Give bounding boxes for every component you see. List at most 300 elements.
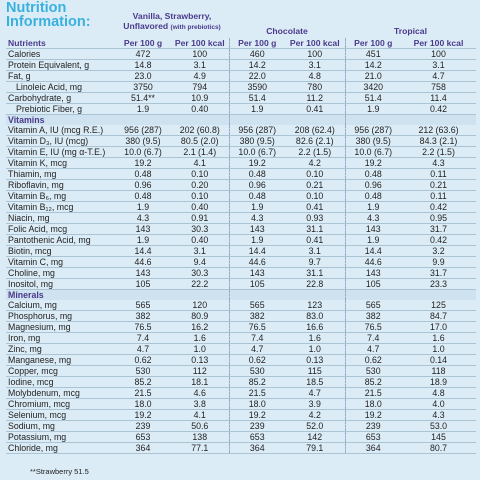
table-row xyxy=(6,93,476,104)
nutrient-label: Choline, mg xyxy=(6,268,115,279)
table-row xyxy=(6,300,476,311)
nutrient-value: 143 xyxy=(229,224,285,235)
nutrient-label: Potassium, mg xyxy=(6,432,115,443)
nutrient-value: 16.2 xyxy=(171,322,229,333)
nutrient-value: 4.7 xyxy=(229,344,285,355)
nutrient-value: 4.0 xyxy=(401,399,476,410)
nutrient-value: 565 xyxy=(345,300,401,311)
nutrient-value: 51.4 xyxy=(229,93,285,104)
nutrient-value: 9.7 xyxy=(285,257,345,268)
nutrient-value: 212 (63.6) xyxy=(401,125,476,136)
nutrient-value: 18.0 xyxy=(345,399,401,410)
nutrient-value: 460 xyxy=(229,49,285,60)
table-row xyxy=(6,158,476,169)
nutrient-label: Magnesium, mg xyxy=(6,322,115,333)
nutrient-value: 14.4 xyxy=(345,246,401,257)
nutrient-value: 31.7 xyxy=(401,268,476,279)
table-row xyxy=(6,268,476,279)
section-spacer xyxy=(171,290,229,301)
group-name-tropical: Tropical xyxy=(394,26,427,36)
nutrient-value: 18.5 xyxy=(285,377,345,388)
page-title xyxy=(6,1,91,29)
section-spacer xyxy=(285,115,345,126)
nutrient-label: Vitamin C, mg xyxy=(6,257,115,268)
section-title: Minerals xyxy=(6,290,115,301)
table-row xyxy=(6,344,476,355)
nutrient-value: 0.42 xyxy=(401,104,476,115)
nutrient-value: 0.91 xyxy=(171,213,229,224)
table-row xyxy=(6,224,476,235)
nutrient-value: 0.40 xyxy=(171,104,229,115)
section-spacer xyxy=(115,115,171,126)
nutrient-value: 0.62 xyxy=(229,355,285,366)
nutrient-value: 956 (287) xyxy=(229,125,285,136)
section-header-row xyxy=(6,115,476,126)
nutrient-value: 0.62 xyxy=(345,355,401,366)
nutrient-label: Protein Equivalent, g xyxy=(6,60,115,71)
nutrient-value: 143 xyxy=(345,224,401,235)
nutrient-value: 2.1 (1.4) xyxy=(171,147,229,158)
nutrient-label: Chloride, mg xyxy=(6,443,115,454)
nutrient-value: 1.9 xyxy=(229,202,285,213)
nutrient-value: 0.40 xyxy=(171,202,229,213)
nutrient-value: 0.48 xyxy=(115,169,171,180)
group-header-tropical xyxy=(345,27,476,37)
nutrient-value: 382 xyxy=(345,311,401,322)
nutrient-value: 530 xyxy=(115,366,171,377)
nutrient-value: 4.3 xyxy=(401,158,476,169)
table-row xyxy=(6,169,476,180)
nutrient-value: 4.2 xyxy=(285,158,345,169)
nutrient-value: 1.9 xyxy=(345,104,401,115)
nutrient-value: 4.8 xyxy=(285,71,345,82)
nutrient-value: 0.41 xyxy=(285,104,345,115)
nutrient-value: 23.0 xyxy=(115,71,171,82)
nutrient-value: 18.9 xyxy=(401,377,476,388)
nutrient-value: 76.5 xyxy=(115,322,171,333)
table-row xyxy=(6,399,476,410)
nutrient-value: 143 xyxy=(115,268,171,279)
nutrient-value: 0.95 xyxy=(401,213,476,224)
nutrient-value: 1.0 xyxy=(285,344,345,355)
nutrient-value: 0.96 xyxy=(229,180,285,191)
nutrient-value: 22.0 xyxy=(229,71,285,82)
nutrient-value: 653 xyxy=(345,432,401,443)
nutrient-value: 239 xyxy=(345,421,401,432)
column-header-value: Per 100 g xyxy=(229,38,285,49)
nutrient-value: 19.2 xyxy=(345,410,401,421)
group-subname: Unflavored xyxy=(123,20,169,31)
footnote: **Strawberry 51.5 xyxy=(30,467,89,476)
nutrient-value: 100 xyxy=(401,49,476,60)
table-row xyxy=(6,71,476,82)
section-header-row xyxy=(6,290,476,301)
section-spacer xyxy=(171,115,229,126)
nutrient-value: 82.6 (2.1) xyxy=(285,136,345,147)
nutrient-value: 4.3 xyxy=(115,213,171,224)
table-row xyxy=(6,235,476,246)
nutrient-value: 21.0 xyxy=(345,71,401,82)
nutrient-value: 22.8 xyxy=(285,279,345,290)
table-row xyxy=(6,60,476,71)
section-spacer xyxy=(401,290,476,301)
nutrient-value: 14.2 xyxy=(345,60,401,71)
nutrient-value: 451 xyxy=(345,49,401,60)
nutrient-value: 0.48 xyxy=(115,191,171,202)
nutrient-value: 4.1 xyxy=(171,158,229,169)
nutrient-value: 31.1 xyxy=(285,224,345,235)
column-header-row xyxy=(6,38,476,49)
nutrient-value: 1.6 xyxy=(401,333,476,344)
nutrient-label: Zinc, mg xyxy=(6,344,115,355)
column-header-value: Per 100 kcal xyxy=(285,38,345,49)
nutrient-value: 118 xyxy=(401,366,476,377)
nutrient-value: 80.7 xyxy=(401,443,476,454)
nutrient-value: 3.1 xyxy=(285,60,345,71)
nutrient-value: 0.40 xyxy=(171,235,229,246)
nutrient-value: 4.3 xyxy=(401,410,476,421)
nutrient-value: 105 xyxy=(229,279,285,290)
nutrient-value: 50.6 xyxy=(171,421,229,432)
nutrient-value: 30.3 xyxy=(171,224,229,235)
nutrient-value: 0.14 xyxy=(401,355,476,366)
nutrient-value: 44.6 xyxy=(115,257,171,268)
nutrient-value: 77.1 xyxy=(171,443,229,454)
nutrient-value: 0.21 xyxy=(401,180,476,191)
nutrient-value: 3.1 xyxy=(171,246,229,257)
nutrient-value: 1.6 xyxy=(171,333,229,344)
nutrient-value: 3.2 xyxy=(401,246,476,257)
nutrient-label: Linoleic Acid, mg xyxy=(6,82,115,93)
nutrient-value: 142 xyxy=(285,432,345,443)
section-spacer xyxy=(285,290,345,301)
title-line-2: Information: xyxy=(6,14,91,30)
nutrient-label: Vitamin B₁₂, mcg xyxy=(6,202,115,213)
section-spacer xyxy=(345,290,401,301)
nutrient-label: Fat, g xyxy=(6,71,115,82)
nutrient-value: 0.41 xyxy=(285,202,345,213)
nutrient-value: 3.8 xyxy=(171,399,229,410)
table-row xyxy=(6,322,476,333)
nutrient-label: Molybdenum, mcg xyxy=(6,388,115,399)
nutrient-value: 780 xyxy=(285,82,345,93)
nutrient-value: 51.4 xyxy=(345,93,401,104)
nutrient-label: Phosphorus, mg xyxy=(6,311,115,322)
nutrient-value: 4.7 xyxy=(285,388,345,399)
nutrient-value: 85.2 xyxy=(345,377,401,388)
nutrient-value: 956 (287) xyxy=(345,125,401,136)
nutrient-label: Thiamin, mg xyxy=(6,169,115,180)
section-spacer xyxy=(401,115,476,126)
nutrient-value: 472 xyxy=(115,49,171,60)
nutrient-label: Pantothenic Acid, mg xyxy=(6,235,115,246)
nutrient-value: 0.11 xyxy=(401,169,476,180)
nutrient-value: 3.9 xyxy=(285,399,345,410)
nutrient-value: 44.6 xyxy=(229,257,285,268)
nutrient-label: Copper, mcg xyxy=(6,366,115,377)
nutrient-value: 1.6 xyxy=(285,333,345,344)
nutrient-value: 31.7 xyxy=(401,224,476,235)
nutrient-label: Vitamin K, mcg xyxy=(6,158,115,169)
nutrient-value: 0.10 xyxy=(171,169,229,180)
nutrient-value: 84.7 xyxy=(401,311,476,322)
nutrient-value: 123 xyxy=(285,300,345,311)
nutrient-label: Biotin, mcg xyxy=(6,246,115,257)
nutrient-value: 7.4 xyxy=(115,333,171,344)
nutrient-label: Folic Acid, mcg xyxy=(6,224,115,235)
section-title: Vitamins xyxy=(6,115,115,126)
section-spacer xyxy=(229,290,285,301)
group-name-vanilla: Vanilla, Strawberry, xyxy=(132,11,212,21)
nutrient-value: 239 xyxy=(229,421,285,432)
nutrient-value: 125 xyxy=(401,300,476,311)
nutrient-value: 14.4 xyxy=(229,246,285,257)
nutrient-value: 19.2 xyxy=(115,410,171,421)
group-name-chocolate: Chocolate xyxy=(266,26,308,36)
nutrient-label: Prebiotic Fiber, g xyxy=(6,104,115,115)
nutrient-value: 0.41 xyxy=(285,235,345,246)
nutrient-value: 1.0 xyxy=(171,344,229,355)
nutrient-value: 0.11 xyxy=(401,191,476,202)
column-header-value: Per 100 g xyxy=(115,38,171,49)
nutrient-value: 530 xyxy=(345,366,401,377)
table-row xyxy=(6,82,476,93)
nutrient-value: 52.0 xyxy=(285,421,345,432)
nutrient-value: 4.7 xyxy=(115,344,171,355)
nutrient-value: 380 (9.5) xyxy=(345,136,401,147)
nutrient-value: 100 xyxy=(285,49,345,60)
nutrient-label: Calories xyxy=(6,49,115,60)
section-spacer xyxy=(229,115,285,126)
column-header-value: Per 100 kcal xyxy=(171,38,229,49)
nutrient-value: 0.96 xyxy=(345,180,401,191)
nutrient-value: 10.0 (6.7) xyxy=(345,147,401,158)
nutrient-value: 138 xyxy=(171,432,229,443)
nutrient-value: 0.13 xyxy=(171,355,229,366)
nutrient-value: 4.6 xyxy=(171,388,229,399)
table-row xyxy=(6,136,476,147)
table-row xyxy=(6,311,476,322)
nutrient-value: 3590 xyxy=(229,82,285,93)
nutrient-label: Iron, mg xyxy=(6,333,115,344)
nutrient-value: 530 xyxy=(229,366,285,377)
nutrient-value: 21.5 xyxy=(345,388,401,399)
nutrient-value: 11.4 xyxy=(401,93,476,104)
nutrient-value: 143 xyxy=(345,268,401,279)
nutrient-value: 80.5 (2.0) xyxy=(171,136,229,147)
nutrient-value: 1.9 xyxy=(115,235,171,246)
nutrient-value: 208 (62.4) xyxy=(285,125,345,136)
nutrient-value: 14.8 xyxy=(115,60,171,71)
nutrient-value: 53.0 xyxy=(401,421,476,432)
table-row xyxy=(6,257,476,268)
nutrient-value: 10.9 xyxy=(171,93,229,104)
nutrient-value: 143 xyxy=(115,224,171,235)
nutrient-value: 0.10 xyxy=(285,191,345,202)
nutrient-value: 21.5 xyxy=(115,388,171,399)
nutrient-value: 380 (9.5) xyxy=(229,136,285,147)
nutrient-value: 76.5 xyxy=(345,322,401,333)
nutrient-label: Selenium, mcg xyxy=(6,410,115,421)
nutrient-value: 44.6 xyxy=(345,257,401,268)
nutrient-value: 112 xyxy=(171,366,229,377)
nutrient-value: 653 xyxy=(115,432,171,443)
table-row xyxy=(6,191,476,202)
section-spacer xyxy=(345,115,401,126)
nutrient-value: 758 xyxy=(401,82,476,93)
table-row xyxy=(6,246,476,257)
nutrient-value: 1.0 xyxy=(401,344,476,355)
section-spacer xyxy=(115,290,171,301)
nutrient-value: 3750 xyxy=(115,82,171,93)
nutrient-value: 0.93 xyxy=(285,213,345,224)
table-row xyxy=(6,421,476,432)
nutrient-value: 23.3 xyxy=(401,279,476,290)
nutrient-value: 85.2 xyxy=(229,377,285,388)
nutrient-value: 18.1 xyxy=(171,377,229,388)
nutrient-value: 380 (9.5) xyxy=(115,136,171,147)
nutrient-value: 3.1 xyxy=(171,60,229,71)
nutrient-label: Riboflavin, mg xyxy=(6,180,115,191)
nutrient-value: 0.48 xyxy=(229,191,285,202)
nutrient-label: Chromium, mcg xyxy=(6,399,115,410)
nutrient-label: Vitamin B₆, mg xyxy=(6,191,115,202)
nutrient-label: Vitamin D₃, IU (mcg) xyxy=(6,136,115,147)
nutrient-value: 14.4 xyxy=(115,246,171,257)
nutrient-value: 0.48 xyxy=(345,191,401,202)
column-header-value: Per 100 g xyxy=(345,38,401,49)
nutrient-value: 3.1 xyxy=(401,60,476,71)
nutrient-value: 364 xyxy=(229,443,285,454)
nutrient-value: 120 xyxy=(171,300,229,311)
column-header-value: Per 100 kcal xyxy=(401,38,476,49)
nutrient-value: 143 xyxy=(229,268,285,279)
nutrient-value: 51.4** xyxy=(115,93,171,104)
nutrient-value: 7.4 xyxy=(229,333,285,344)
nutrient-value: 76.5 xyxy=(229,322,285,333)
nutrient-value: 4.7 xyxy=(401,71,476,82)
nutrient-value: 239 xyxy=(115,421,171,432)
nutrient-value: 3420 xyxy=(345,82,401,93)
nutrient-value: 4.2 xyxy=(285,410,345,421)
nutrient-label: Vitamin E, IU (mg α-T.E.) xyxy=(6,147,115,158)
table-row xyxy=(6,180,476,191)
nutrient-value: 0.10 xyxy=(285,169,345,180)
nutrient-value: 19.2 xyxy=(115,158,171,169)
nutrient-value: 18.0 xyxy=(115,399,171,410)
nutrient-value: 105 xyxy=(115,279,171,290)
table-row xyxy=(6,125,476,136)
nutrient-value: 0.20 xyxy=(171,180,229,191)
nutrient-value: 4.3 xyxy=(345,213,401,224)
nutrient-value: 956 (287) xyxy=(115,125,171,136)
nutrient-value: 85.2 xyxy=(115,377,171,388)
group-header-chocolate xyxy=(229,27,345,37)
nutrient-value: 364 xyxy=(115,443,171,454)
nutrient-value: 1.9 xyxy=(229,104,285,115)
nutrient-value: 364 xyxy=(345,443,401,454)
nutrient-value: 83.0 xyxy=(285,311,345,322)
table-row xyxy=(6,279,476,290)
nutrient-value: 9.9 xyxy=(401,257,476,268)
nutrient-value: 202 (60.8) xyxy=(171,125,229,136)
nutrient-value: 16.6 xyxy=(285,322,345,333)
nutrient-value: 100 xyxy=(171,49,229,60)
nutrient-value: 4.7 xyxy=(345,344,401,355)
nutrient-value: 0.96 xyxy=(115,180,171,191)
nutrient-value: 84.3 (2.1) xyxy=(401,136,476,147)
nutrient-value: 565 xyxy=(115,300,171,311)
nutrient-label: Calcium, mg xyxy=(6,300,115,311)
nutrient-value: 4.1 xyxy=(171,410,229,421)
table-row xyxy=(6,49,476,60)
nutrient-value: 22.2 xyxy=(171,279,229,290)
nutrient-value: 2.2 (1.5) xyxy=(285,147,345,158)
table-row xyxy=(6,333,476,344)
nutrient-value: 565 xyxy=(229,300,285,311)
nutrient-value: 14.2 xyxy=(229,60,285,71)
nutrient-value: 21.5 xyxy=(229,388,285,399)
nutrient-value: 1.9 xyxy=(345,235,401,246)
nutrient-value: 1.9 xyxy=(345,202,401,213)
group-note: (with prebiotics) xyxy=(170,23,221,31)
nutrient-value: 0.48 xyxy=(229,169,285,180)
nutrient-value: 11.2 xyxy=(285,93,345,104)
nutrient-value: 4.3 xyxy=(229,213,285,224)
nutrition-table xyxy=(6,38,476,454)
nutrient-value: 18.0 xyxy=(229,399,285,410)
table-row xyxy=(6,104,476,115)
nutrient-value: 0.21 xyxy=(285,180,345,191)
nutrient-value: 80.9 xyxy=(171,311,229,322)
table-row xyxy=(6,366,476,377)
table-row xyxy=(6,147,476,158)
table-row xyxy=(6,432,476,443)
nutrient-value: 0.62 xyxy=(115,355,171,366)
group-header-vanilla xyxy=(115,12,229,32)
nutrient-value: 7.4 xyxy=(345,333,401,344)
table-row xyxy=(6,377,476,388)
nutrient-value: 9.4 xyxy=(171,257,229,268)
nutrient-label: Carbohydrate, g xyxy=(6,93,115,104)
nutrient-value: 30.3 xyxy=(171,268,229,279)
group-name-vanilla-2 xyxy=(115,22,229,33)
nutrient-value: 0.42 xyxy=(401,235,476,246)
nutrient-value: 794 xyxy=(171,82,229,93)
nutrient-value: 1.9 xyxy=(229,235,285,246)
nutrient-value: 0.10 xyxy=(171,191,229,202)
nutrient-label: Sodium, mg xyxy=(6,421,115,432)
nutrient-value: 0.48 xyxy=(345,169,401,180)
nutrient-value: 1.9 xyxy=(115,104,171,115)
nutrient-value: 105 xyxy=(345,279,401,290)
nutrient-label: Iodine, mcg xyxy=(6,377,115,388)
nutrient-label: Vitamin A, IU (mcg R.E.) xyxy=(6,125,115,136)
nutrient-value: 653 xyxy=(229,432,285,443)
nutrient-value: 17.0 xyxy=(401,322,476,333)
nutrient-value: 31.1 xyxy=(285,268,345,279)
nutrient-value: 382 xyxy=(229,311,285,322)
nutrient-value: 19.2 xyxy=(229,410,285,421)
nutrient-value: 10.0 (6.7) xyxy=(229,147,285,158)
nutrient-value: 79.1 xyxy=(285,443,345,454)
nutrient-label: Inositol, mg xyxy=(6,279,115,290)
nutrient-value: 2.2 (1.5) xyxy=(401,147,476,158)
nutrient-value: 4.9 xyxy=(171,71,229,82)
nutrition-table-body xyxy=(6,38,476,454)
nutrient-value: 382 xyxy=(115,311,171,322)
table-row xyxy=(6,213,476,224)
